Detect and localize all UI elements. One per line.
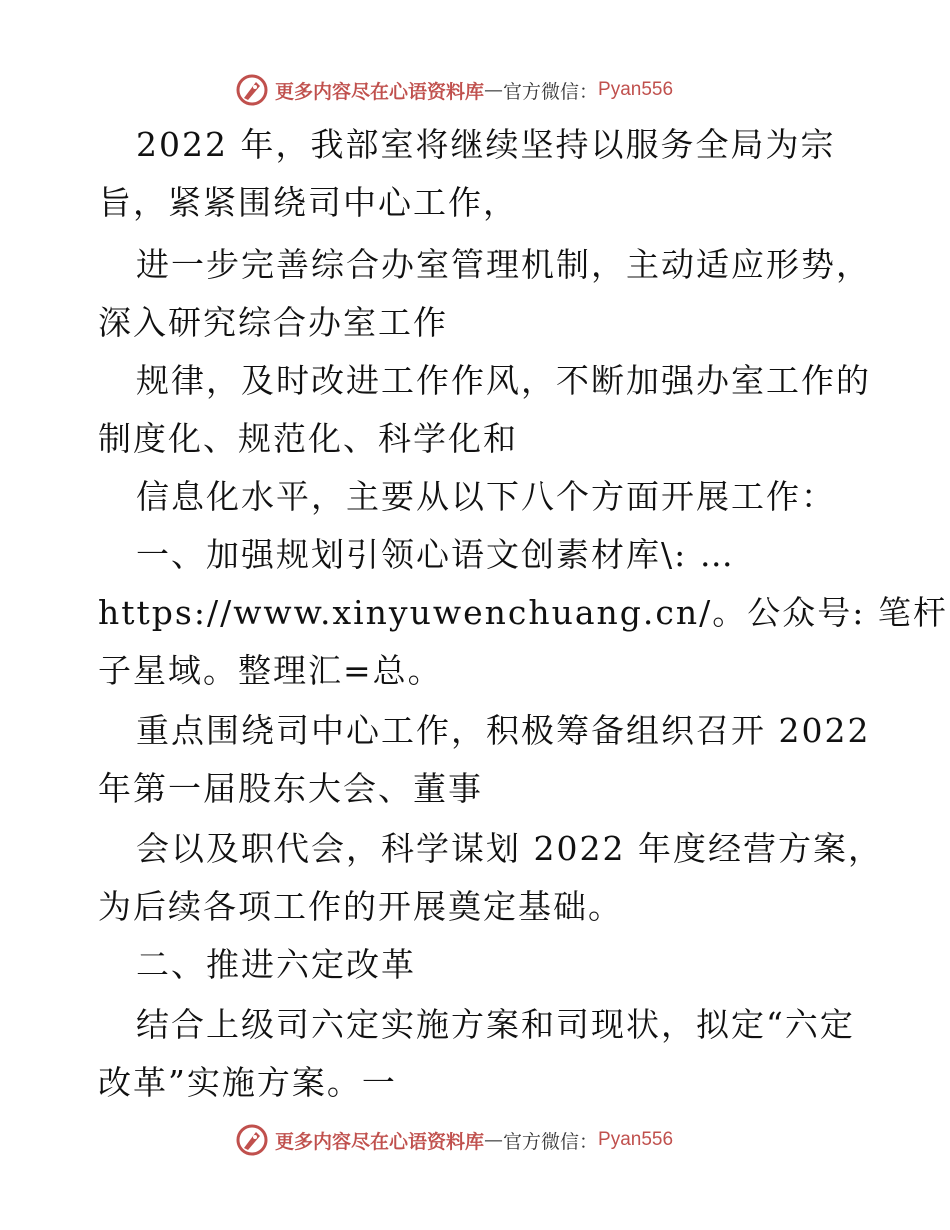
pen-nib-logo-icon bbox=[235, 1123, 269, 1157]
text-line: 改革”实施方案。一 bbox=[98, 1063, 397, 1102]
text-line: 会以及职代会，科学谋划 2022 年度经营方案， bbox=[136, 829, 883, 868]
text-line-link[interactable]: https://www.xinyuwenchuang.cn/。公众号: 笔杆 bbox=[98, 593, 948, 632]
text-line: 重点围绕司中心工作，积极筹备组织召开 2022 bbox=[136, 711, 871, 750]
text-line: 深入研究综合办室工作 bbox=[98, 303, 448, 342]
wechat-id: Pyan556 bbox=[598, 1129, 674, 1150]
wechat-label: 官方微信： bbox=[503, 80, 599, 103]
banner-text: 更多内容尽在心语资料库 bbox=[275, 1130, 485, 1153]
text-line: 一、加强规划引领心语文创素材库\: … bbox=[136, 535, 735, 574]
pen-nib-logo-icon bbox=[235, 73, 269, 107]
wechat-label: 官方微信： bbox=[503, 1130, 599, 1153]
banner-separator: — bbox=[484, 79, 504, 101]
text-line: 制度化、规范化、科学化和 bbox=[98, 419, 518, 458]
section-heading: 二、推进六定改革 bbox=[136, 945, 416, 984]
banner-text: 更多内容尽在心语资料库 bbox=[275, 80, 485, 103]
text-line: 信息化水平，主要从以下八个方面开展工作： bbox=[136, 477, 836, 516]
text-line: 进一步完善综合办室管理机制，主动适应形势， bbox=[136, 245, 871, 284]
text-line: 2022 年，我部室将继续坚持以服务全局为宗 bbox=[136, 125, 836, 164]
text-line: 为后续各项工作的开展奠定基础。 bbox=[98, 887, 623, 926]
text-line: 规律，及时改进工作作风，不断加强办室工作的 bbox=[136, 361, 871, 400]
wechat-id: Pyan556 bbox=[598, 79, 674, 100]
text-line: 子星域。整理汇=总。 bbox=[98, 651, 443, 690]
footer-banner[interactable] bbox=[235, 1120, 715, 1160]
banner-separator: — bbox=[484, 1129, 504, 1151]
text-line: 结合上级司六定实施方案和司现状，拟定“六定 bbox=[136, 1005, 855, 1044]
header-banner[interactable] bbox=[235, 70, 715, 110]
text-line: 旨，紧紧围绕司中心工作， bbox=[98, 183, 518, 222]
text-line: 年第一届股东大会、董事 bbox=[98, 769, 483, 808]
